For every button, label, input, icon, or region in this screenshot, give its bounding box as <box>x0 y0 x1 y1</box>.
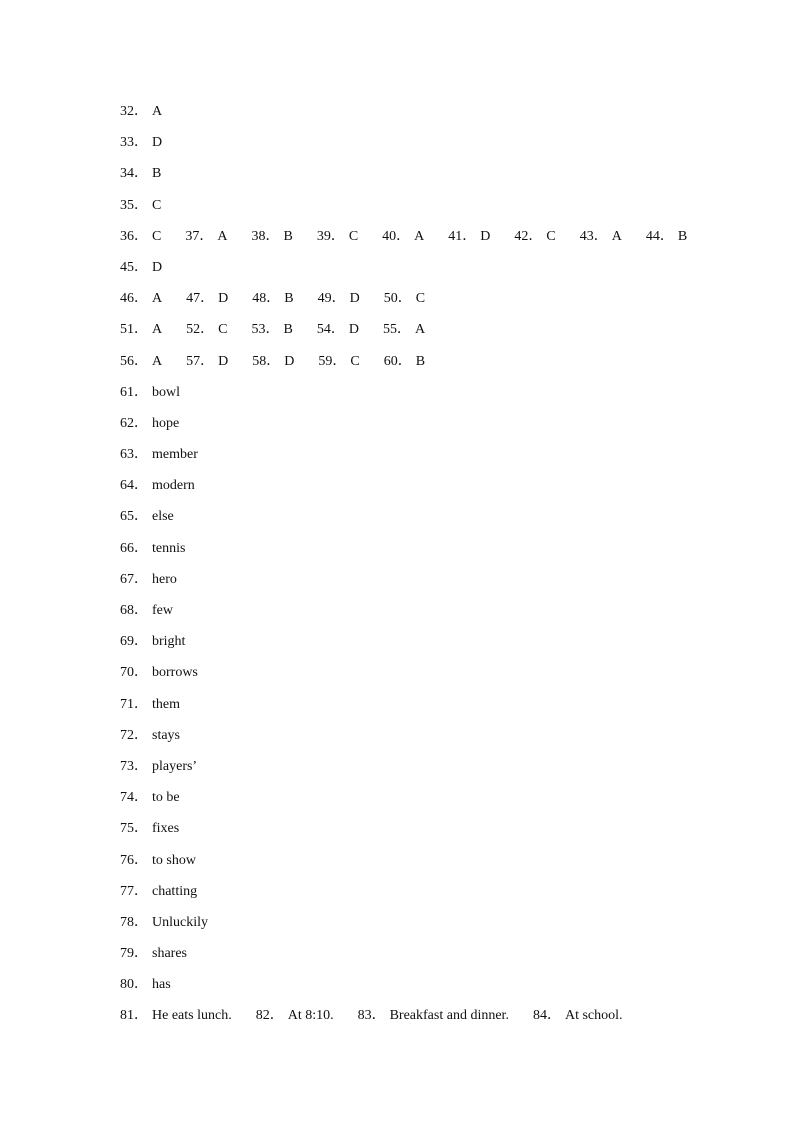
number-separator: ． <box>134 758 148 774</box>
answer-item <box>318 353 359 371</box>
answer-item <box>317 228 358 246</box>
question-number: 35 <box>120 197 134 213</box>
number-separator: ． <box>330 228 345 244</box>
answer-item <box>186 290 228 308</box>
question-number: 56 <box>120 353 134 369</box>
answer-item <box>120 602 173 620</box>
answer-row <box>120 976 720 1007</box>
answer-row <box>120 727 720 758</box>
question-number: 58 <box>252 353 267 369</box>
answer-row <box>120 696 720 727</box>
answer-row <box>120 1007 720 1038</box>
question-number: 32 <box>120 104 134 119</box>
number-separator: ． <box>134 1008 148 1024</box>
answer-text: A <box>414 228 425 244</box>
answer-text: B <box>283 322 293 338</box>
answer-row <box>120 852 720 883</box>
answer-text: shares <box>152 946 187 962</box>
answer-item <box>120 883 197 901</box>
answer-item <box>580 228 622 246</box>
answer-item <box>120 446 198 464</box>
number-separator: ． <box>134 197 148 213</box>
question-number: 48 <box>252 291 267 307</box>
answer-row <box>120 571 720 602</box>
number-separator: ． <box>199 228 214 244</box>
question-number: 71 <box>120 696 134 712</box>
answer-text: B <box>284 291 294 307</box>
number-separator: ． <box>266 353 281 369</box>
answer-text: member <box>152 447 198 463</box>
answer-item <box>256 1007 334 1025</box>
answer-item <box>251 321 292 339</box>
question-number: 77 <box>120 883 134 899</box>
answer-row <box>120 820 720 851</box>
answer-item <box>120 540 185 558</box>
answer-row <box>120 945 720 976</box>
number-separator: ． <box>134 665 148 681</box>
answer-text: fixes <box>152 821 180 837</box>
question-number: 73 <box>120 758 134 774</box>
answer-item <box>252 353 294 371</box>
answer-text: B <box>415 353 426 369</box>
question-number: 46 <box>120 291 134 307</box>
answer-row <box>120 883 720 914</box>
answer-row <box>120 633 720 664</box>
answer-row <box>120 228 720 259</box>
answer-item <box>120 633 185 651</box>
question-number: 82 <box>255 1008 270 1024</box>
question-number: 43 <box>579 228 594 244</box>
number-separator: ． <box>134 228 148 244</box>
number-separator: ． <box>134 883 148 899</box>
answer-text: A <box>152 322 163 338</box>
answer-row <box>120 415 720 446</box>
question-number: 84 <box>532 1008 547 1024</box>
answer-item <box>120 290 162 308</box>
question-number: 34 <box>120 166 134 182</box>
answer-key <box>120 103 720 1039</box>
question-number: 55 <box>382 322 397 338</box>
answer-item <box>120 571 177 589</box>
question-number: 41 <box>448 228 463 244</box>
question-number: 69 <box>120 634 134 650</box>
number-separator: ． <box>134 634 148 650</box>
question-number: 40 <box>382 228 397 244</box>
number-separator: ． <box>134 914 148 930</box>
answer-item <box>252 290 293 308</box>
number-separator: ． <box>134 509 148 525</box>
answer-text: D <box>348 322 359 338</box>
question-number: 65 <box>120 509 134 525</box>
answer-row <box>120 602 720 633</box>
answer-item <box>120 696 180 714</box>
question-number: 54 <box>316 322 331 338</box>
number-separator: ． <box>134 415 148 431</box>
answer-text: bowl <box>152 384 180 400</box>
question-number: 59 <box>318 353 333 369</box>
answer-row <box>120 540 720 571</box>
number-separator: ． <box>396 322 411 338</box>
question-number: 70 <box>120 665 134 681</box>
question-number: 53 <box>251 322 266 338</box>
answer-text: players’ <box>152 758 198 774</box>
answer-text: C <box>546 228 556 244</box>
number-separator: ． <box>134 727 148 743</box>
answer-text: C <box>348 228 359 244</box>
answer-row <box>120 477 720 508</box>
number-separator: ． <box>134 135 148 151</box>
number-separator: ． <box>134 166 148 182</box>
number-separator: ． <box>134 790 148 806</box>
answer-row <box>120 758 720 789</box>
number-separator: ． <box>200 322 215 338</box>
answer-item <box>448 228 490 246</box>
answer-text: D <box>152 135 163 151</box>
answer-text: C <box>218 322 228 338</box>
answer-item <box>120 134 162 152</box>
question-number: 72 <box>120 727 134 743</box>
question-number: 39 <box>316 228 331 244</box>
answer-text: to show <box>152 852 196 868</box>
answer-item <box>186 353 228 371</box>
answer-text: D <box>349 291 360 307</box>
answer-item <box>120 758 197 776</box>
answer-item <box>186 321 227 339</box>
number-separator: ． <box>134 353 148 369</box>
answer-text: A <box>611 228 622 244</box>
number-separator: ． <box>134 478 148 494</box>
answer-text: At school. <box>564 1008 623 1024</box>
answer-text: D <box>284 353 295 369</box>
answer-item <box>383 321 425 339</box>
question-number: 33 <box>120 135 134 151</box>
question-number: 83 <box>357 1008 372 1024</box>
answer-item <box>514 228 555 246</box>
number-separator: ． <box>134 104 148 119</box>
answer-row <box>120 290 720 321</box>
question-number: 79 <box>120 946 134 962</box>
question-number: 75 <box>120 821 134 837</box>
answer-row <box>120 134 720 165</box>
answer-item <box>120 259 162 277</box>
answer-row <box>120 259 720 290</box>
answer-item <box>120 852 196 870</box>
question-number: 38 <box>251 228 266 244</box>
number-separator: ． <box>134 447 148 463</box>
question-number: 44 <box>645 228 660 244</box>
number-separator: ． <box>331 291 346 307</box>
number-separator: ． <box>266 291 281 307</box>
question-number: 81 <box>120 1008 134 1024</box>
answer-text: A <box>152 291 163 307</box>
question-number: 80 <box>120 977 134 993</box>
answer-item <box>185 228 227 246</box>
answer-text: else <box>152 509 174 525</box>
question-number: 68 <box>120 603 134 618</box>
question-number: 78 <box>120 914 134 930</box>
answer-text: D <box>480 228 491 244</box>
answer-row <box>120 446 720 477</box>
number-separator: ． <box>659 228 674 244</box>
number-separator: ． <box>593 228 608 244</box>
number-separator: ． <box>265 228 280 244</box>
question-number: 76 <box>120 852 134 868</box>
question-number: 47 <box>186 291 201 307</box>
answer-item <box>120 727 180 745</box>
number-separator: ． <box>396 228 411 244</box>
answer-text: A <box>414 322 426 338</box>
answer-text: few <box>152 603 173 618</box>
answer-item <box>384 353 425 371</box>
answer-row <box>120 914 720 945</box>
answer-item <box>251 228 292 246</box>
question-number: 64 <box>120 478 134 494</box>
question-number: 45 <box>120 259 134 275</box>
answer-text: A <box>217 228 228 244</box>
number-separator: ． <box>397 291 412 307</box>
answer-row <box>120 789 720 820</box>
answer-item <box>120 477 195 495</box>
answer-item <box>533 1007 623 1025</box>
answer-text: C <box>152 228 162 244</box>
number-separator: ． <box>397 353 412 369</box>
question-number: 67 <box>120 571 134 587</box>
answer-text: Breakfast and dinner. <box>389 1008 509 1024</box>
answer-item <box>120 664 198 682</box>
answer-item <box>120 415 179 433</box>
answer-text: B <box>152 166 162 182</box>
number-separator: ． <box>200 353 215 369</box>
answer-item <box>120 1007 232 1025</box>
answer-item <box>120 508 174 526</box>
answer-text: hope <box>152 415 180 431</box>
answer-text: hero <box>152 571 177 587</box>
answer-text: tennis <box>152 540 186 556</box>
answer-item <box>384 290 425 308</box>
answer-item <box>120 321 162 339</box>
number-separator: ． <box>134 852 148 868</box>
answer-text: has <box>152 977 171 993</box>
answer-item <box>382 228 424 246</box>
number-separator: ． <box>134 946 148 962</box>
number-separator: ． <box>371 1008 386 1024</box>
number-separator: ． <box>134 291 148 307</box>
answer-item <box>120 197 161 215</box>
answer-text: modern <box>152 478 195 494</box>
number-separator: ． <box>134 259 148 275</box>
question-number: 60 <box>383 353 398 369</box>
answer-row <box>120 165 720 196</box>
question-number: 50 <box>383 291 398 307</box>
answer-text: He eats lunch. <box>152 1008 232 1024</box>
question-number: 74 <box>120 790 134 806</box>
answer-item <box>120 103 162 121</box>
answer-row <box>120 197 720 228</box>
answer-item <box>120 228 161 246</box>
answer-item <box>317 321 359 339</box>
number-separator: ． <box>265 322 280 338</box>
answer-text: At 8:10. <box>287 1008 334 1024</box>
number-separator: ． <box>332 353 347 369</box>
answer-item <box>318 290 360 308</box>
question-number: 42 <box>514 228 529 244</box>
answer-text: B <box>283 228 293 244</box>
answer-row <box>120 664 720 695</box>
answer-text: D <box>218 291 229 307</box>
answer-row <box>120 321 720 352</box>
number-separator: ． <box>134 603 148 618</box>
answer-item <box>120 820 179 838</box>
answer-text: them <box>152 696 180 712</box>
answer-text: C <box>350 353 360 369</box>
question-number: 66 <box>120 540 134 556</box>
number-separator: ． <box>200 291 215 307</box>
question-number: 49 <box>317 291 332 307</box>
number-separator: ． <box>134 571 148 587</box>
question-number: 61 <box>120 384 134 400</box>
number-separator: ． <box>134 977 148 993</box>
number-separator: ． <box>134 821 148 837</box>
answer-row <box>120 353 720 384</box>
answer-text: bright <box>152 634 186 650</box>
answer-row <box>120 508 720 539</box>
answer-text: borrows <box>152 665 198 681</box>
number-separator: ． <box>269 1008 284 1024</box>
question-number: 62 <box>120 415 134 431</box>
answer-text: C <box>152 197 162 213</box>
answer-item <box>120 976 171 994</box>
question-number: 37 <box>185 228 200 244</box>
answer-row <box>120 103 720 134</box>
question-number: 57 <box>186 353 201 369</box>
number-separator: ． <box>546 1008 561 1024</box>
answer-text: D <box>152 259 163 275</box>
number-separator: ． <box>134 384 148 400</box>
question-number: 63 <box>120 447 134 463</box>
answer-item <box>646 228 687 246</box>
answer-text: A <box>152 104 163 119</box>
number-separator: ． <box>134 540 148 556</box>
number-separator: ． <box>134 322 148 338</box>
answer-row <box>120 384 720 415</box>
answer-text: D <box>218 353 229 369</box>
answer-text: B <box>677 228 688 244</box>
answer-item <box>120 945 187 963</box>
question-number: 36 <box>120 228 134 244</box>
answer-text: chatting <box>152 883 198 899</box>
answer-item <box>120 353 162 371</box>
answer-item <box>120 384 180 402</box>
answer-text: A <box>152 353 163 369</box>
answer-item <box>120 165 161 183</box>
answer-text: C <box>415 291 426 307</box>
question-number: 52 <box>186 322 201 338</box>
answer-text: stays <box>152 727 180 743</box>
number-separator: ． <box>134 696 148 712</box>
answer-text: Unluckily <box>152 914 208 930</box>
number-separator: ． <box>330 322 345 338</box>
answer-item <box>120 789 180 807</box>
number-separator: ． <box>528 228 543 244</box>
question-number: 51 <box>120 322 134 338</box>
answer-item <box>358 1007 509 1025</box>
answer-item <box>120 914 208 932</box>
number-separator: ． <box>462 228 477 244</box>
answer-text: to be <box>152 790 180 806</box>
